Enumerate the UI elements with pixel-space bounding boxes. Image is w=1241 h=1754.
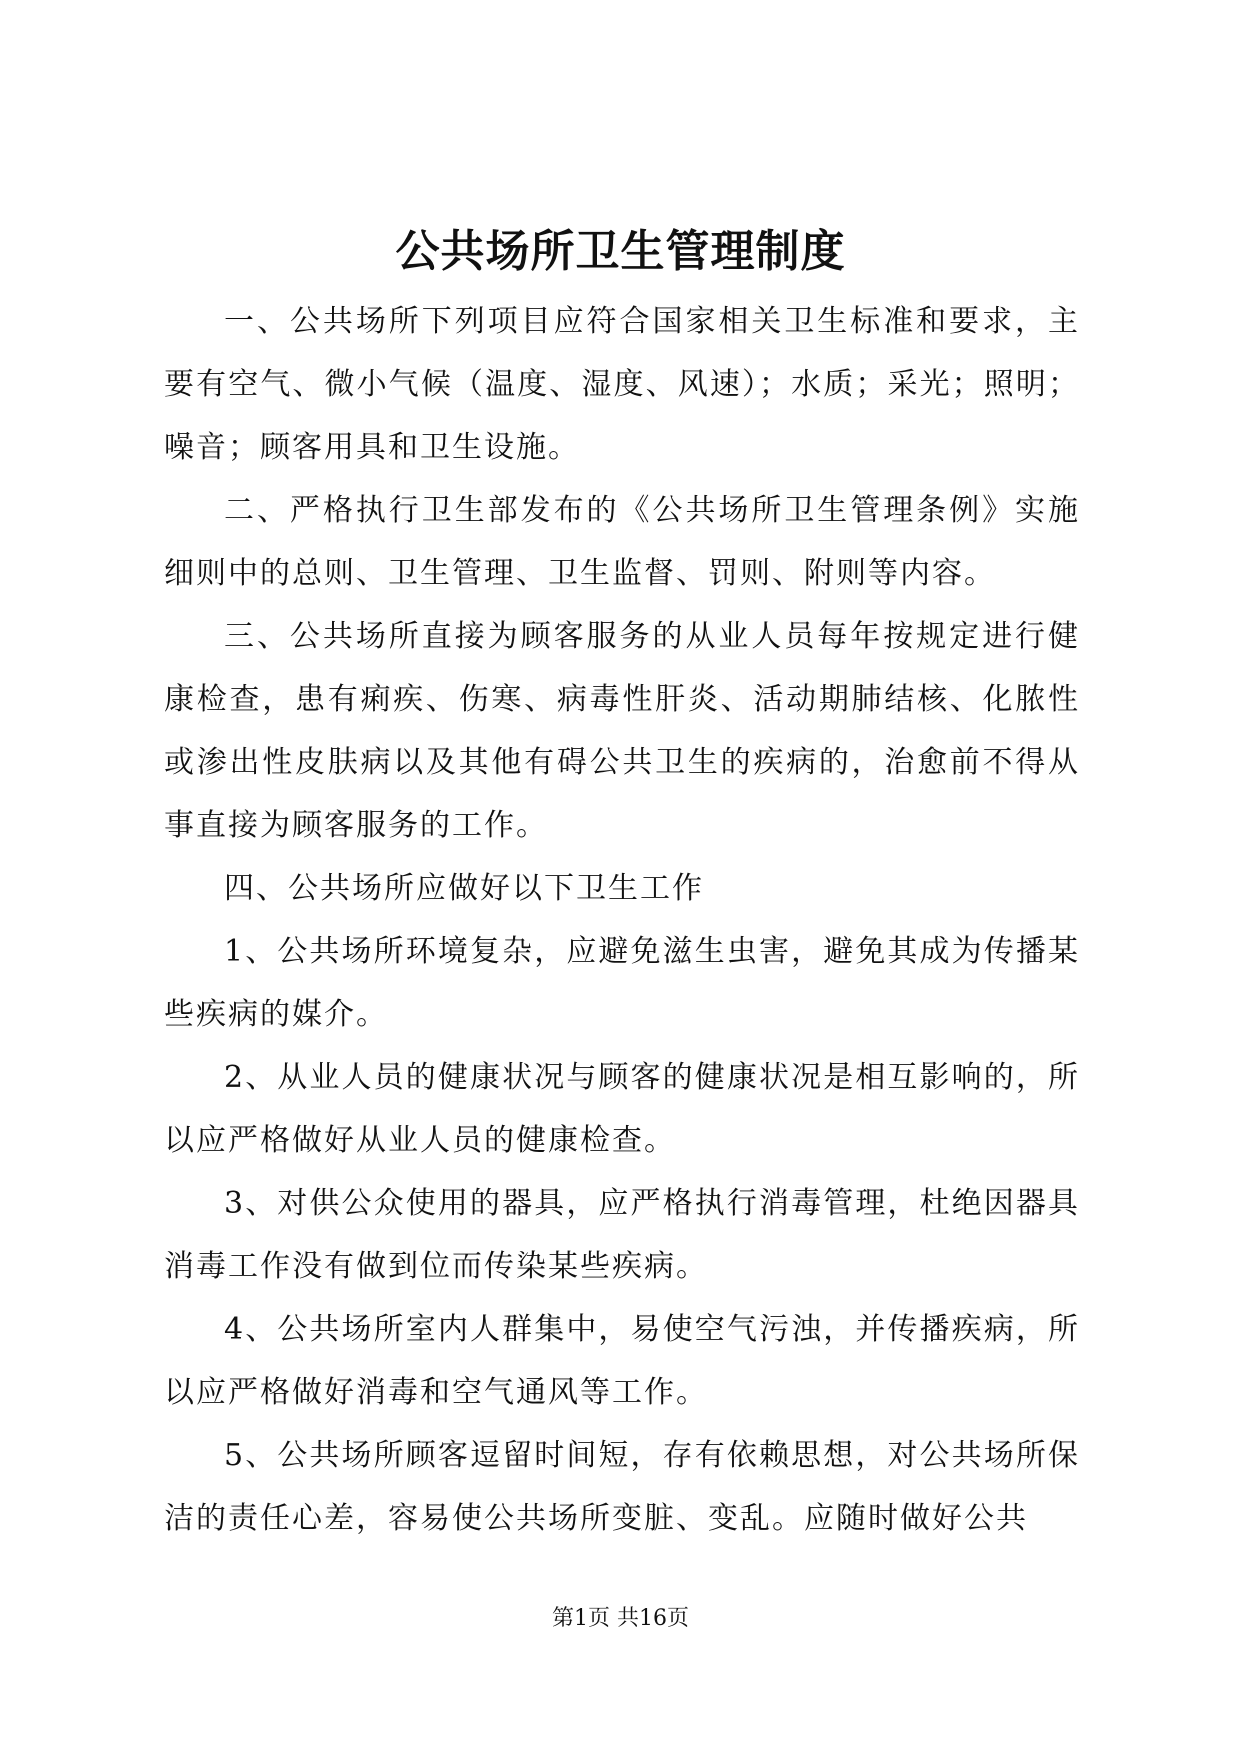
paragraph-6: 2、从业人员的健康状况与顾客的健康状况是相互影响的，所以应严格做好从业人员的健康检查。 <box>164 1060 1080 1158</box>
page-number-current: 1 <box>574 1606 588 1631</box>
page-number-total: 16 <box>639 1606 667 1631</box>
paragraph-3: 三、公共场所直接为顾客服务的从业人员每年按规定进行健康检查，患有痢疾、伤寒、病毒性肝炎、活动期肺结核、化脓性或渗出性皮肤病以及其他有碍公共卫生的疾病的，治愈前不得从事直接为顾客服务的工作。 <box>164 619 1080 843</box>
paragraph-8: 4、公共场所室内人群集中，易使空气污浊，并传播疾病，所以应严格做好消毒和空气通风等工作。 <box>164 1312 1080 1410</box>
paragraph-1: 一、公共场所下列项目应符合国家相关卫生标准和要求，主要有空气、微小气候（温度、湿度、风速）；水质；采光；照明；噪音；顾客用具和卫生设施。 <box>164 304 1080 465</box>
paragraph-2: 二、严格执行卫生部发布的《公共场所卫生管理条例》实施细则中的总则、卫生管理、卫生监督、罚则、附则等内容。 <box>164 493 1080 591</box>
document-body <box>164 290 1080 1550</box>
paragraph-5: 1、公共场所环境复杂，应避免滋生虫害，避免其成为传播某些疾病的媒介。 <box>164 934 1080 1032</box>
paragraph-9: 5、公共场所顾客逗留时间短，存有依赖思想，对公共场所保洁的责任心差，容易使公共场所变脏、变乱。应随时做好公共 <box>164 1438 1080 1536</box>
paragraph-4: 四、公共场所应做好以下卫生工作 <box>224 871 704 906</box>
page-number-middle: 页 共 <box>588 1606 639 1631</box>
page-footer <box>0 1604 1241 1634</box>
paragraph-7: 3、对供公众使用的器具，应严格执行消毒管理，杜绝因器具消毒工作没有做到位而传染某些疾病。 <box>164 1186 1080 1284</box>
page-title: 公共场所卫生管理制度 <box>395 226 846 277</box>
page-number-prefix: 第 <box>551 1606 574 1631</box>
page-number-suffix: 页 <box>667 1606 690 1631</box>
